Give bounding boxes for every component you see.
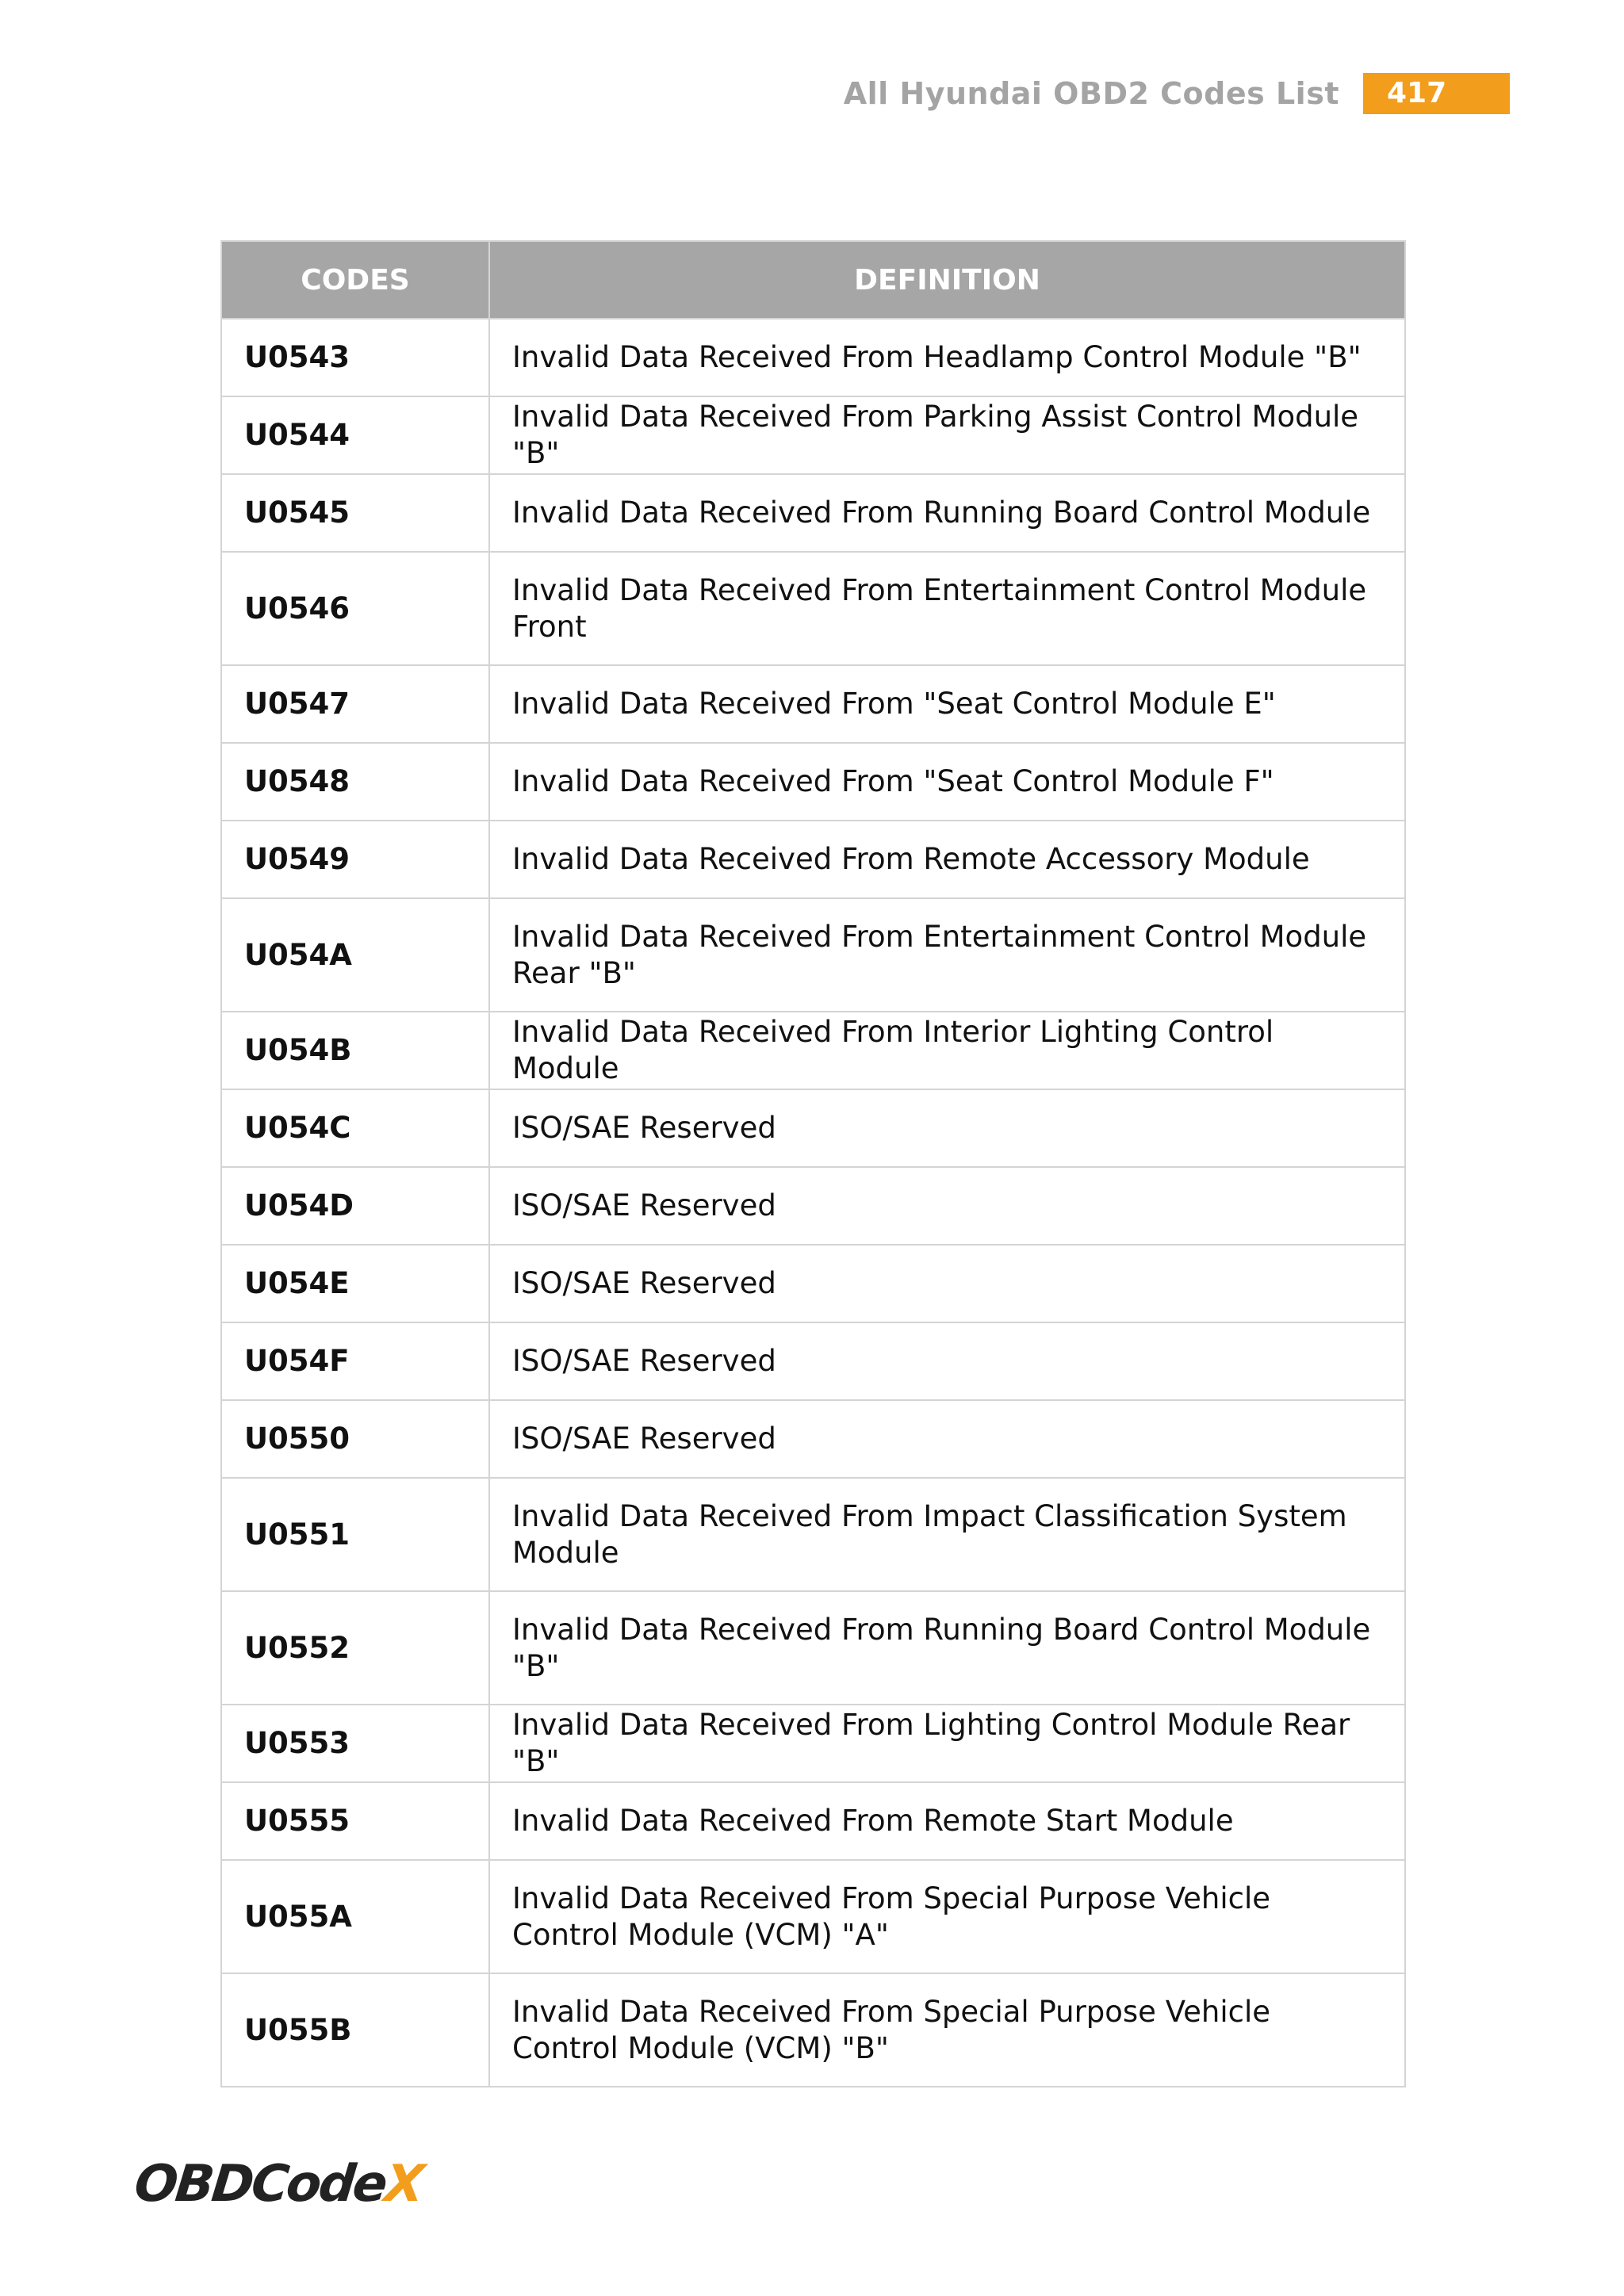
definition-cell: ISO/SAE Reserved [489,1400,1405,1478]
definition-cell: ISO/SAE Reserved [489,1322,1405,1400]
table-row [221,1400,1405,1478]
table-row [221,1705,1405,1782]
definition-cell: Invalid Data Received From Remote Accessory Module [489,821,1405,898]
table-row [221,1478,1405,1591]
code-cell: U054F [221,1322,489,1400]
column-header-codes: CODES [221,241,489,319]
definition-cell: Invalid Data Received From Parking Assist Control Module "B" [489,396,1405,474]
code-cell: U0552 [221,1591,489,1705]
code-cell: U0545 [221,474,489,552]
definition-cell: Invalid Data Received From Running Board Control Module [489,474,1405,552]
logo-accent: X [381,2155,425,2214]
column-header-definition: DEFINITION [489,241,1405,319]
definition-cell: Invalid Data Received From Special Purpose Vehicle Control Module (VCM) "B" [489,1973,1405,2087]
page-number-badge: 417 [1363,73,1510,114]
logo-wordmark [132,2155,425,2214]
table-row [221,1012,1405,1089]
logo-text: OBDCode [132,2155,389,2214]
definition-cell: Invalid Data Received From Special Purpose Vehicle Control Module (VCM) "A" [489,1860,1405,1973]
definition-cell: Invalid Data Received From Running Board Control Module "B" [489,1591,1405,1705]
code-cell: U0550 [221,1400,489,1478]
table-row [221,1782,1405,1860]
definition-cell: Invalid Data Received From Remote Start Module [489,1782,1405,1860]
code-cell: U0543 [221,319,489,396]
code-cell: U054D [221,1167,489,1245]
table-row [221,1591,1405,1705]
code-cell: U0544 [221,396,489,474]
table-row [221,552,1405,665]
code-cell: U055B [221,1973,489,2087]
table-row [221,474,1405,552]
code-cell: U0553 [221,1705,489,1782]
table-row [221,1322,1405,1400]
table-row [221,1089,1405,1167]
definition-cell: Invalid Data Received From Entertainment Control Module Rear "B" [489,898,1405,1012]
definition-cell: Invalid Data Received From Headlamp Control Module "B" [489,319,1405,396]
code-cell: U0547 [221,665,489,743]
definition-cell: Invalid Data Received From "Seat Control Module F" [489,743,1405,821]
definition-cell: ISO/SAE Reserved [489,1167,1405,1245]
code-cell: U054C [221,1089,489,1167]
table-row [221,821,1405,898]
code-cell: U0549 [221,821,489,898]
table-row [221,898,1405,1012]
code-cell: U054B [221,1012,489,1089]
code-cell: U0551 [221,1478,489,1591]
definition-cell: Invalid Data Received From Interior Lighting Control Module [489,1012,1405,1089]
table-row [221,743,1405,821]
obdcodex-logo [132,2150,425,2214]
table-header-row [221,241,1405,319]
table-row [221,396,1405,474]
code-cell: U054E [221,1245,489,1322]
code-cell: U055A [221,1860,489,1973]
definition-cell: Invalid Data Received From "Seat Control Module E" [489,665,1405,743]
code-cell: U054A [221,898,489,1012]
definition-cell: ISO/SAE Reserved [489,1245,1405,1322]
table-row [221,1973,1405,2087]
code-cell: U0555 [221,1782,489,1860]
code-cell: U0548 [221,743,489,821]
definition-cell: Invalid Data Received From Impact Classification System Module [489,1478,1405,1591]
document-title: All Hyundai OBD2 Codes List [843,76,1339,111]
table-row [221,319,1405,396]
table-row [221,665,1405,743]
definition-cell: Invalid Data Received From Entertainment Control Module Front [489,552,1405,665]
table-row [221,1245,1405,1322]
definition-cell: ISO/SAE Reserved [489,1089,1405,1167]
definition-cell: Invalid Data Received From Lighting Control Module Rear "B" [489,1705,1405,1782]
table-row [221,1860,1405,1973]
codes-table [220,240,1406,2087]
code-cell: U0546 [221,552,489,665]
page-header [841,73,1510,114]
table-row [221,1167,1405,1245]
